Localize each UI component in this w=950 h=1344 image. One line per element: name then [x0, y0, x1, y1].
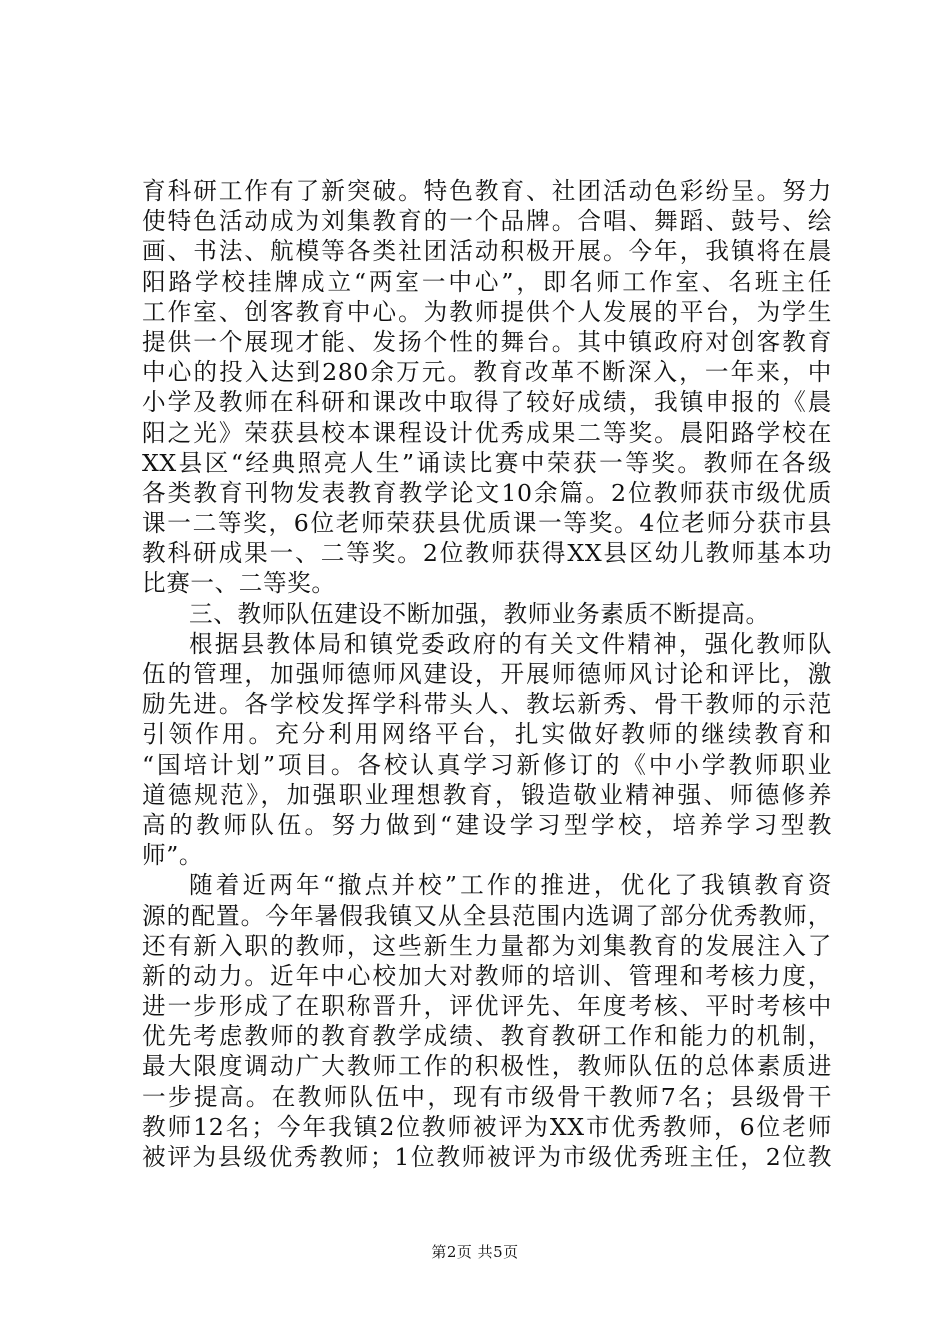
text-line: 道德规范》，加强职业理想教育，锻造敬业精神强、师德修养	[142, 780, 832, 809]
text-line: 一步提高。在教师队伍中，现有市级骨干教师7名；县级骨干	[142, 1082, 832, 1111]
text-line: 最大限度调动广大教师工作的积极性，教师队伍的总体素质进	[142, 1052, 832, 1081]
text-line: 进一步形成了在职称晋升，评优评先、年度考核、平时考核中	[142, 992, 832, 1021]
text-line: 源的配置。今年暑假我镇又从全县范围内选调了部分优秀教师，	[142, 901, 832, 930]
text-line: 根据县教体局和镇党委政府的有关文件精神，强化教师队	[189, 629, 832, 658]
text-line: 工作室、创客教育中心。为教师提供个人发展的平台，为学生	[142, 297, 832, 326]
text-line: 新的动力。近年中心校加大对教师的培训、管理和考核力度，	[142, 961, 832, 990]
page-number-footer: 第2页 共5页	[431, 1243, 519, 1261]
text-line: 师”。	[142, 841, 204, 870]
text-line: 随着近两年“撤点并校”工作的推进，优化了我镇教育资	[189, 871, 832, 900]
text-line: 教师12名；今年我镇2位教师被评为XX市优秀教师，6位老师	[142, 1112, 832, 1141]
text-line: 使特色活动成为刘集教育的一个品牌。合唱、舞蹈、鼓号、绘	[142, 207, 832, 236]
text-line: 还有新入职的教师，这些新生力量都为刘集教育的发展注入了	[142, 931, 832, 960]
text-line: 阳路学校挂牌成立“两室一中心”，即名师工作室、名班主任	[142, 267, 832, 296]
text-line: 阳之光》荣获县校本课程设计优秀成果二等奖。晨阳路学校在	[142, 418, 832, 447]
document-body	[142, 176, 832, 1172]
text-line: 育科研工作有了新突破。特色教育、社团活动色彩纷呈。努力	[142, 177, 832, 205]
text-line: 引领作用。充分利用网络平台，扎实做好教师的继续教育和	[142, 720, 832, 749]
text-line: 教科研成果一、二等奖。2位教师获得XX县区幼儿教师基本功	[142, 539, 832, 568]
text-line: 励先进。各学校发挥学科带头人、教坛新秀、骨干教师的示范	[142, 690, 832, 719]
text-line: 被评为县级优秀教师；1位教师被评为市级优秀班主任，2位教	[142, 1143, 832, 1171]
text-line: 高的教师队伍。努力做到“建设学习型学校，培养学习型教	[142, 810, 832, 839]
text-line: 伍的管理，加强师德师风建设，开展师德师风讨论和评比，激	[142, 660, 832, 688]
text-line: 优先考虑教师的教育教学成绩、教育教研工作和能力的机制，	[142, 1022, 832, 1051]
text-line: 小学及教师在科研和课改中取得了较好成绩，我镇申报的《晨	[142, 388, 832, 417]
text-line: 提供一个展现才能、发扬个性的舞台。其中镇政府对创客教育	[142, 327, 832, 356]
text-line: “国培计划”项目。各校认真学习新修订的《中小学教师职业	[142, 750, 832, 779]
text-line: 中心的投入达到280余万元。教育改革不断深入，一年来，中	[142, 358, 832, 387]
section-heading: 三、教师队伍建设不断加强，教师业务素质不断提高。	[189, 599, 770, 628]
text-line: 课一二等奖，6位老师荣获县优质课一等奖。4位老师分获市县	[142, 509, 832, 538]
text-line: 画、书法、航模等各类社团活动积极开展。今年，我镇将在晨	[142, 237, 832, 266]
text-line: 比赛一、二等奖。	[142, 569, 336, 598]
text-line: 各类教育刊物发表教育教学论文10余篇。2位教师获市级优质	[142, 478, 832, 507]
text-line: XX县区“经典照亮人生”诵读比赛中荣获一等奖。教师在各级	[142, 448, 832, 477]
